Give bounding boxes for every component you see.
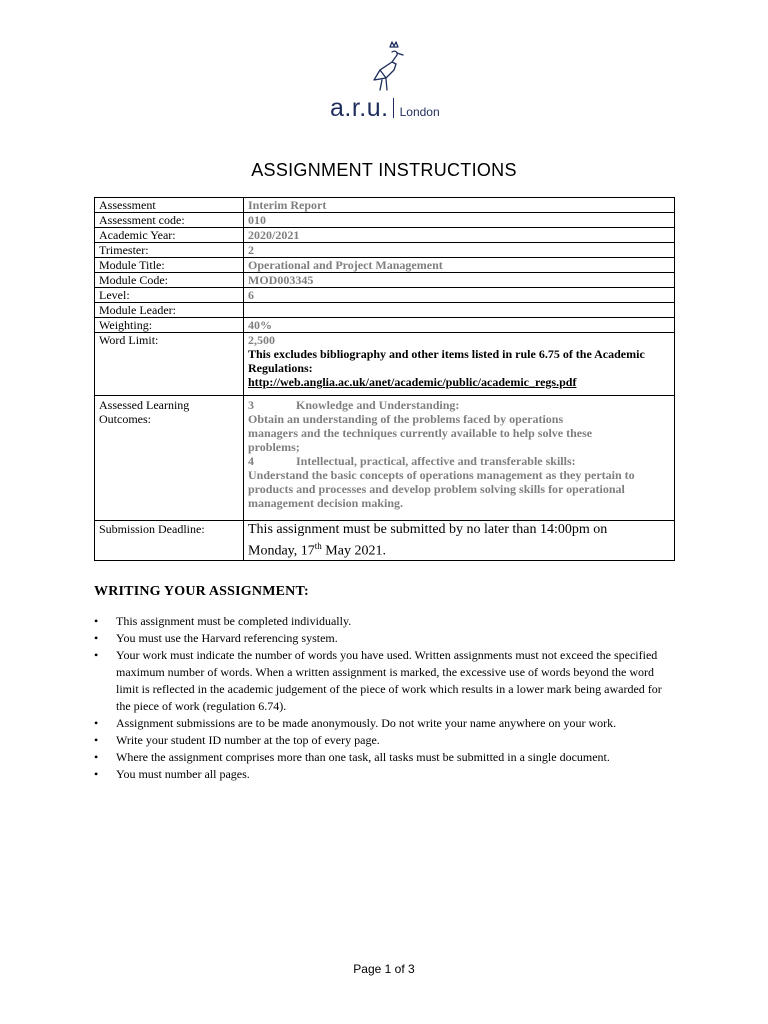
- row-label: Weighting:: [95, 318, 244, 333]
- logo-brand: a.r.u.: [330, 94, 389, 122]
- bullet-icon: •: [94, 733, 99, 747]
- writing-section-heading: WRITING YOUR ASSIGNMENT:: [94, 584, 309, 599]
- bullet-icon: •: [94, 750, 99, 764]
- rule-text: Your work must indicate the number of words you have used. Written assignments must not exceed the specified maximum number of words. When a written assignment is marked, the excessive use of words beyond the word limit is reflected in the academic judgement of the piece of work which results in a lower mark being awarded for the piece of work (regulation 6.74).: [116, 648, 662, 713]
- table-row: [95, 303, 675, 318]
- rule-text: Where the assignment comprises more than one task, all tasks must be submitted in a single document.: [116, 750, 610, 764]
- deadline-date-suffix: th: [314, 541, 322, 551]
- outcome-text: Understand the basic concepts of operations management as they pertain to products and processes and develop problem solving skills for operational management decision making.: [248, 468, 635, 510]
- outcome-text: Obtain an understanding of the problems faced by operations managers and the techniques currently available to help solve these problems;: [248, 412, 593, 454]
- list-item: [94, 732, 669, 749]
- table-row: [95, 198, 675, 213]
- row-label: Academic Year:: [95, 228, 244, 243]
- row-value: 010: [244, 213, 675, 228]
- deadline-label: Submission Deadline:: [95, 521, 244, 561]
- deadline-line-1: This assignment must be submitted by no later than 14:00pm on: [248, 522, 608, 537]
- list-item: [94, 766, 669, 783]
- bullet-icon: •: [94, 648, 99, 662]
- outcome-3: [248, 398, 670, 454]
- outcome-4: [248, 454, 670, 510]
- word-limit-label: Word Limit:: [95, 333, 244, 396]
- list-item: [94, 715, 669, 732]
- assignment-info-table: [94, 197, 675, 561]
- list-item: [94, 647, 669, 715]
- outcome-4-header: [248, 454, 670, 468]
- table-row: [95, 318, 675, 333]
- row-value: 2: [244, 243, 675, 258]
- row-label: Assessment: [95, 198, 244, 213]
- row-value: 6: [244, 288, 675, 303]
- row-value: MOD003345: [244, 273, 675, 288]
- table-row: [95, 228, 675, 243]
- table-row: [95, 273, 675, 288]
- learning-outcomes-cell: [244, 396, 675, 521]
- rule-text: Assignment submissions are to be made anonymously. Do not write your name anywhere on your work.: [116, 716, 617, 730]
- outcome-3-header: [248, 398, 670, 412]
- bullet-icon: •: [94, 767, 99, 781]
- word-limit-row: [95, 333, 675, 396]
- deadline-date-pre: Monday, 17: [248, 543, 315, 559]
- deadline-date-post: May 2021.: [321, 543, 386, 559]
- row-label: Module Title:: [95, 258, 244, 273]
- row-label: Level:: [95, 288, 244, 303]
- word-limit-cell: [244, 333, 675, 396]
- rule-text: You must use the Harvard referencing system.: [116, 631, 338, 645]
- rule-text: You must number all pages.: [116, 767, 250, 781]
- row-value: Interim Report: [244, 198, 675, 213]
- row-label: Assessment code:: [95, 213, 244, 228]
- outcome-heading: Intellectual, practical, affective and transferable skills:: [296, 454, 576, 468]
- table-row: [95, 243, 675, 258]
- aru-london-logo: [322, 40, 452, 120]
- page-title: ASSIGNMENT INSTRUCTIONS: [251, 160, 517, 180]
- outcome-number: 4: [248, 454, 254, 468]
- outcome-heading: Knowledge and Understanding:: [296, 398, 460, 412]
- page-number: Page 1 of 3: [353, 962, 415, 976]
- learning-outcomes-label: Assessed Learning Outcomes:: [95, 396, 244, 521]
- deadline-cell: [244, 521, 675, 561]
- bullet-icon: •: [94, 631, 99, 645]
- logo-divider: [393, 98, 394, 118]
- list-item: [94, 749, 669, 766]
- regulations-link[interactable]: http://web.anglia.ac.uk/anet/academic/public/academic_regs.pdf: [248, 375, 577, 389]
- word-limit-note: This excludes bibliography and other items listed in rule 6.75 of the Academic Regulations:: [248, 347, 645, 375]
- row-label: Trimester:: [95, 243, 244, 258]
- table-row: [95, 288, 675, 303]
- rule-text: Write your student ID number at the top of every page.: [116, 733, 380, 747]
- row-value: 40%: [244, 318, 675, 333]
- bullet-icon: •: [94, 614, 99, 628]
- row-label: Module Code:: [95, 273, 244, 288]
- rule-text: This assignment must be completed individually.: [116, 614, 352, 628]
- learning-outcomes-row: [95, 396, 675, 521]
- row-value: Operational and Project Management: [244, 258, 675, 273]
- deadline-row: [95, 521, 675, 561]
- logo-location: London: [399, 105, 440, 119]
- writing-rules-list: [94, 613, 669, 783]
- word-limit-value: 2,500: [248, 333, 275, 347]
- table-row: [95, 213, 675, 228]
- deadline-line-2: [248, 538, 670, 560]
- list-item: [94, 613, 669, 630]
- row-value: 2020/2021: [244, 228, 675, 243]
- outcome-number: 3: [248, 398, 254, 412]
- logo-wordmark: [330, 94, 440, 123]
- list-item: [94, 630, 669, 647]
- table-row: [95, 258, 675, 273]
- heron-crest-icon: [370, 40, 406, 92]
- row-label: Module Leader:: [95, 303, 244, 318]
- bullet-icon: •: [94, 716, 99, 730]
- row-value: [244, 303, 675, 318]
